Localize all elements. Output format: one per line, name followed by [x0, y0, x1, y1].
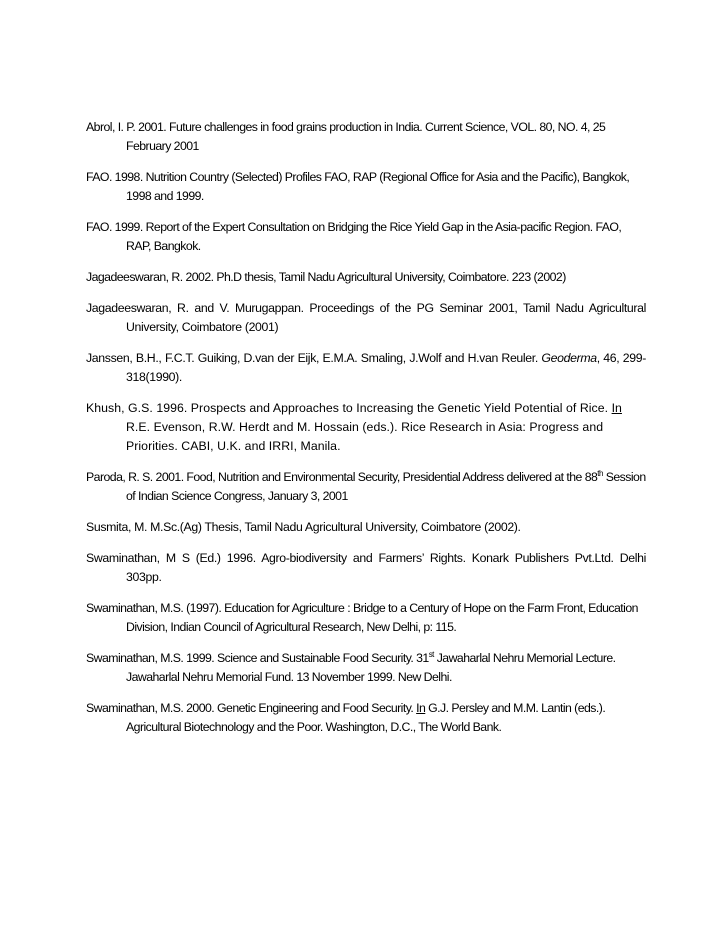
reference-item-jagadeeswaran-murugappan: Jagadeeswaran, R. and V. Murugappan. Proceedings of the PG Seminar 2001, Tamil Nadu Agricultural University, Coimbatore (2001): [86, 301, 646, 334]
reference-text: Jawaharlal Nehru Memorial Lecture. Jawaharlal Nehru Memorial Fund. 13 November 1999. New Delhi.: [126, 651, 616, 684]
in-underlined: In: [416, 701, 426, 715]
reference-item-swaminathan-1999: [86, 649, 646, 687]
reference-item-jagadeeswaran-2002: Jagadeeswaran, R. 2002. Ph.D thesis, Tamil Nadu Agricultural University, Coimbatore. 223 (2002): [86, 270, 566, 284]
reference-text: Session of Indian Science Congress, January 3, 2001: [126, 470, 646, 503]
reference-text: G.J. Persley and M.M. Lantin (eds.). Agricultural Biotechnology and the Poor. Washington, D.C., The World Bank.: [126, 701, 606, 734]
reference-item-janssen: [86, 349, 646, 387]
reference-text: , 46, 299-318(1990).: [126, 351, 646, 384]
reference-text: Paroda, R. S. 2001. Food, Nutrition and Environmental Security, Presidential Address delivered at the 88: [86, 470, 598, 484]
reference-item-swaminathan-1997: Swaminathan, M.S. (1997). Education for Agriculture : Bridge to a Century of Hope on the Farm Front, Education Division, Indian Council of Agricultural Research, New Delhi, p: 115.: [86, 601, 638, 634]
in-underlined: In: [611, 401, 622, 415]
reference-item-paroda: [86, 468, 646, 506]
reference-list: [86, 118, 646, 749]
reference-text: R.E. Evenson, R.W. Herdt and M. Hossain (eds.). Rice Research in Asia: Progress and Priorities. CABI, U.K. and IRRI, Manila.: [126, 420, 604, 453]
reference-text: Janssen, B.H., F.C.T. Guiking, D.van der Eijk, E.M.A. Smaling, J.Wolf and H.van Reuler.: [86, 351, 542, 365]
journal-title: Geoderma: [541, 351, 597, 365]
ordinal-superscript: th: [597, 468, 603, 478]
reference-item-susmita: Susmita, M. M.Sc.(Ag) Thesis, Tamil Nadu Agricultural University, Coimbatore (2002).: [86, 520, 521, 534]
reference-text: Swaminathan, M.S. 2000. Genetic Engineering and Food Security.: [86, 701, 417, 715]
reference-text: Khush, G.S. 1996. Prospects and Approaches to Increasing the Genetic Yield Potential of Rice.: [86, 401, 612, 415]
reference-text: Swaminathan, M.S. 1999. Science and Sustainable Food Security. 31: [86, 651, 429, 665]
ordinal-superscript: st: [428, 649, 434, 659]
reference-item-khush: [86, 399, 646, 456]
reference-item-swaminathan-1996: Swaminathan, M S (Ed.) 1996. Agro-biodiversity and Farmers’ Rights. Konark Publishers Pvt.Ltd. Delhi 303pp.: [86, 551, 646, 584]
reference-item-fao-1999: FAO. 1999. Report of the Expert Consultation on Bridging the Rice Yield Gap in the Asia-pacific Region. FAO, RAP, Bangkok.: [86, 220, 622, 253]
reference-item-fao-1998: FAO. 1998. Nutrition Country (Selected) Profiles FAO, RAP (Regional Office for Asia and the Pacific), Bangkok, 1998 and 1999.: [86, 170, 630, 203]
reference-item-swaminathan-2000: [86, 699, 646, 737]
reference-item-abrol: Abrol, I. P. 2001. Future challenges in food grains production in India. Current Science, VOL. 80, NO. 4, 25 February 2001: [86, 120, 606, 153]
